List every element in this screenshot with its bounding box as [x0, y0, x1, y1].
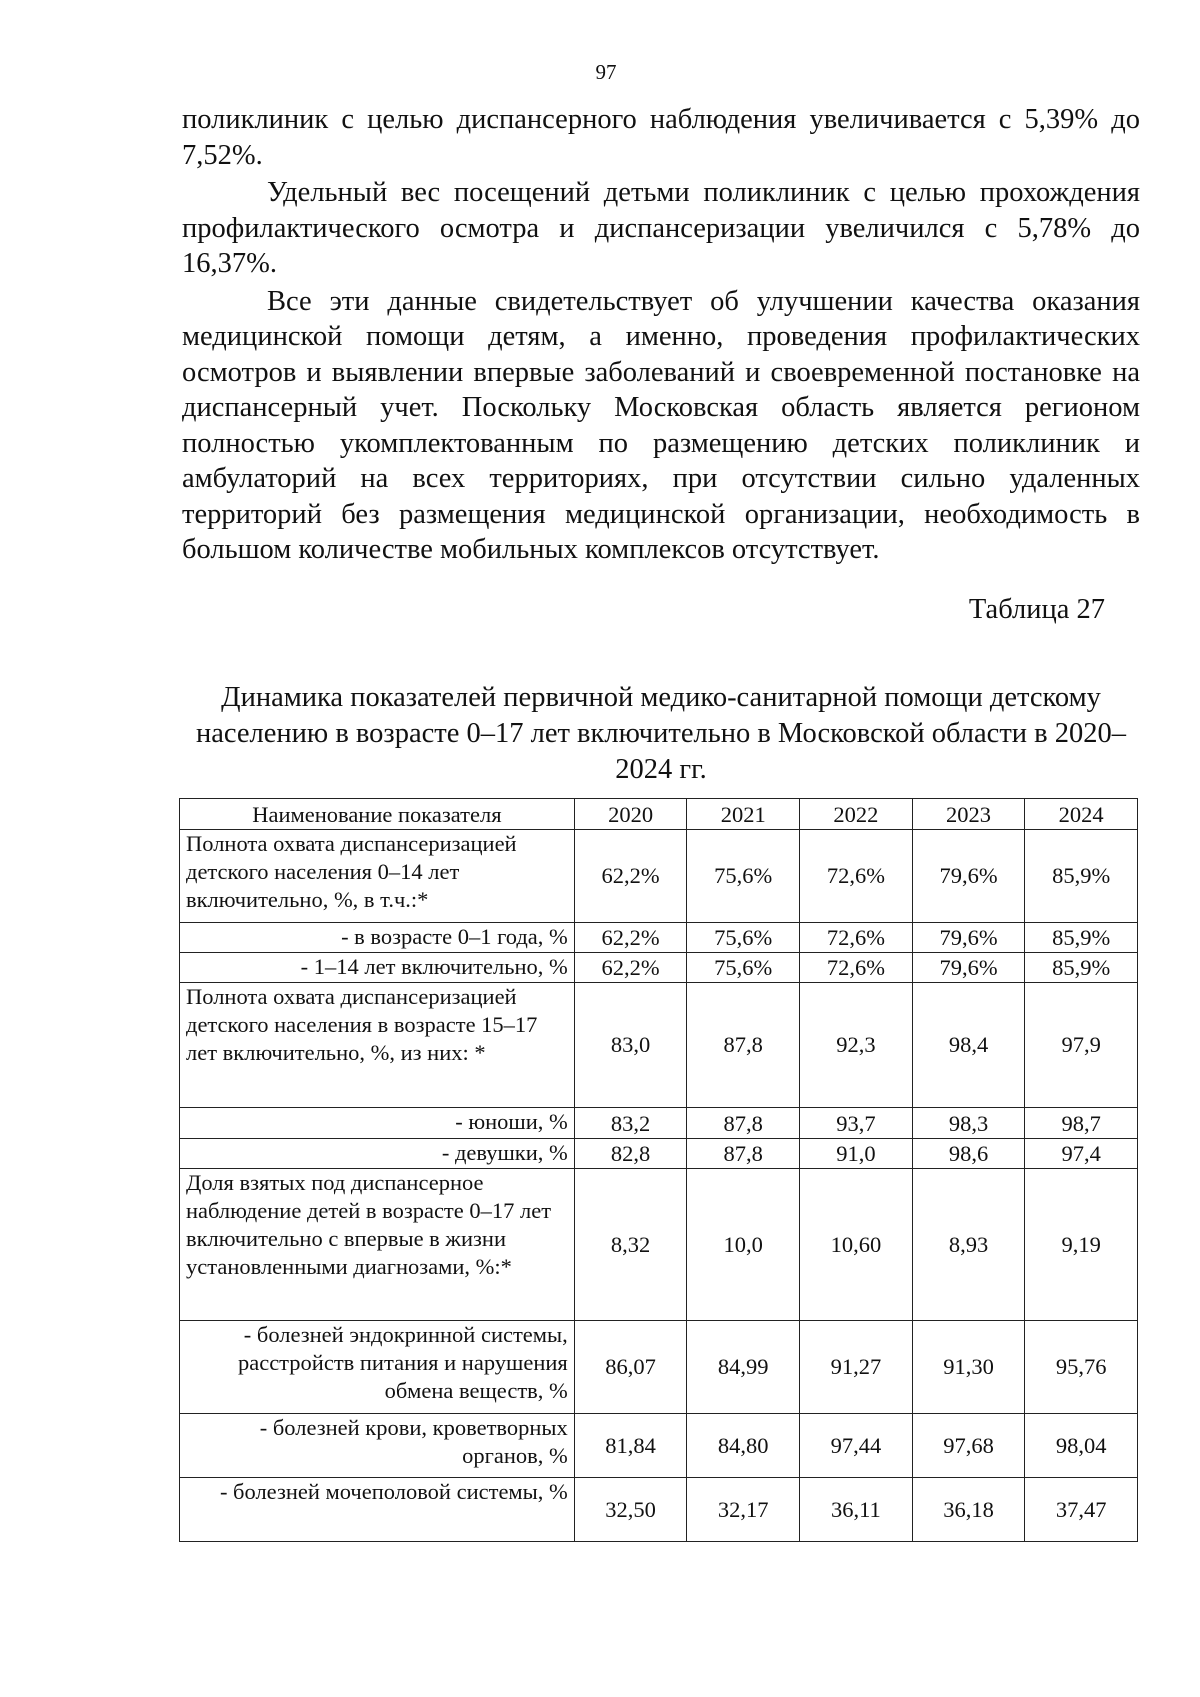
table-row [180, 1414, 1138, 1478]
table-row [180, 983, 1138, 1108]
cell-value: 8,93 [912, 1169, 1025, 1321]
row-label: Доля взятых под диспансерное наблюдение детей в возрасте 0–17 лет включительно с впервые в жизни установленными диагнозами, %:* [180, 1169, 575, 1321]
cell-value: 8,32 [574, 1169, 687, 1321]
cell-value: 75,6% [687, 923, 800, 953]
cell-value: 98,04 [1025, 1414, 1138, 1478]
cell-value: 87,8 [687, 983, 800, 1108]
cell-value: 97,68 [912, 1414, 1025, 1478]
paragraph-3: Все эти данные свидетельствует об улучшении качества оказания медицинской помощи детям, а именно, проведения профилактических осмотров и выявлении впервые заболеваний и своевременной постановке на диспансерный учет. Поскольку Московская область является регионом полностью укомплектованным по размещению детских поликлиник и амбулаторий на всех территориях, при отсутствии сильно удаленных территорий без размещения медицинской организации, необходимость в большом количестве мобильных комплексов отсутствует. [182, 285, 1140, 565]
cell-value: 97,44 [800, 1414, 913, 1478]
cell-value: 87,8 [687, 1108, 800, 1139]
cell-value: 97,9 [1025, 983, 1138, 1108]
table-row [180, 923, 1138, 953]
cell-value: 81,84 [574, 1414, 687, 1478]
cell-value: 9,19 [1025, 1169, 1138, 1321]
table-row [180, 1169, 1138, 1321]
cell-value: 87,8 [687, 1139, 800, 1169]
table-row [180, 953, 1138, 983]
cell-value: 91,30 [912, 1321, 1025, 1414]
row-label: - юноши, % [180, 1108, 575, 1139]
cell-value: 91,27 [800, 1321, 913, 1414]
indicators-table [179, 798, 1138, 1542]
cell-value: 84,99 [687, 1321, 800, 1414]
cell-value: 10,60 [800, 1169, 913, 1321]
cell-value: 62,2% [574, 923, 687, 953]
row-label: Полнота охвата диспансеризацией детского населения 0–14 лет включительно, %, в т.ч.:* [180, 830, 575, 923]
table-header-row [180, 799, 1138, 830]
cell-value: 36,18 [912, 1478, 1025, 1542]
cell-value: 72,6% [800, 923, 913, 953]
cell-value: 37,47 [1025, 1478, 1138, 1542]
table-row [180, 1139, 1138, 1169]
header-year-2024: 2024 [1025, 799, 1138, 830]
cell-value: 62,2% [574, 953, 687, 983]
row-label: Полнота охвата диспансеризацией детского населения в возрасте 15–17 лет включительно, %, из них: * [180, 983, 575, 1108]
cell-value: 86,07 [574, 1321, 687, 1414]
cell-value: 98,6 [912, 1139, 1025, 1169]
table-row [180, 830, 1138, 923]
cell-value: 32,17 [687, 1478, 800, 1542]
page-number: 97 [595, 60, 617, 84]
cell-value: 83,0 [574, 983, 687, 1108]
cell-value: 79,6% [912, 830, 1025, 923]
cell-value: 36,11 [800, 1478, 913, 1542]
cell-value: 85,9% [1025, 923, 1138, 953]
cell-value: 79,6% [912, 923, 1025, 953]
cell-value: 79,6% [912, 953, 1025, 983]
table-caption: Таблица 27 [968, 594, 1105, 625]
row-label: - болезней крови, кроветворных органов, % [180, 1414, 575, 1478]
cell-value: 92,3 [800, 983, 913, 1108]
cell-value: 98,7 [1025, 1108, 1138, 1139]
header-year-2020: 2020 [574, 799, 687, 830]
cell-value: 97,4 [1025, 1139, 1138, 1169]
cell-value: 32,50 [574, 1478, 687, 1542]
table-title: Динамика показателей первичной медико-санитарной помощи детскому населению в возрасте 0–17 лет включительно в Московской области в 2020–2024 гг. [196, 682, 1126, 785]
cell-value: 84,80 [687, 1414, 800, 1478]
cell-value: 98,3 [912, 1108, 1025, 1139]
table-row [180, 1321, 1138, 1414]
paragraph-1: поликлиник с целью диспансерного наблюдения увеличивается с 5,39% до 7,52%. [182, 104, 1140, 171]
table-row [180, 1478, 1138, 1542]
table-row [180, 1108, 1138, 1139]
cell-value: 62,2% [574, 830, 687, 923]
header-year-2021: 2021 [687, 799, 800, 830]
header-year-2023: 2023 [912, 799, 1025, 830]
body-text [182, 102, 1140, 568]
cell-value: 82,8 [574, 1139, 687, 1169]
cell-value: 85,9% [1025, 830, 1138, 923]
cell-value: 75,6% [687, 830, 800, 923]
row-label: - в возрасте 0–1 года, % [180, 923, 575, 953]
row-label: - девушки, % [180, 1139, 575, 1169]
cell-value: 95,76 [1025, 1321, 1138, 1414]
cell-value: 93,7 [800, 1108, 913, 1139]
row-label: - 1–14 лет включительно, % [180, 953, 575, 983]
header-indicator-name: Наименование показателя [180, 799, 575, 830]
paragraph-2: Удельный вес посещений детьми поликлиник с целью прохождения профилактического осмотра и диспансеризации увеличился с 5,78% до 16,37%. [182, 177, 1140, 279]
cell-value: 98,4 [912, 983, 1025, 1108]
cell-value: 75,6% [687, 953, 800, 983]
row-label: - болезней мочеполовой системы, % [180, 1478, 575, 1542]
cell-value: 10,0 [687, 1169, 800, 1321]
cell-value: 85,9% [1025, 953, 1138, 983]
cell-value: 91,0 [800, 1139, 913, 1169]
cell-value: 83,2 [574, 1108, 687, 1139]
header-year-2022: 2022 [800, 799, 913, 830]
cell-value: 72,6% [800, 953, 913, 983]
cell-value: 72,6% [800, 830, 913, 923]
row-label: - болезней эндокринной системы, расстройств питания и нарушения обмена веществ, % [180, 1321, 575, 1414]
